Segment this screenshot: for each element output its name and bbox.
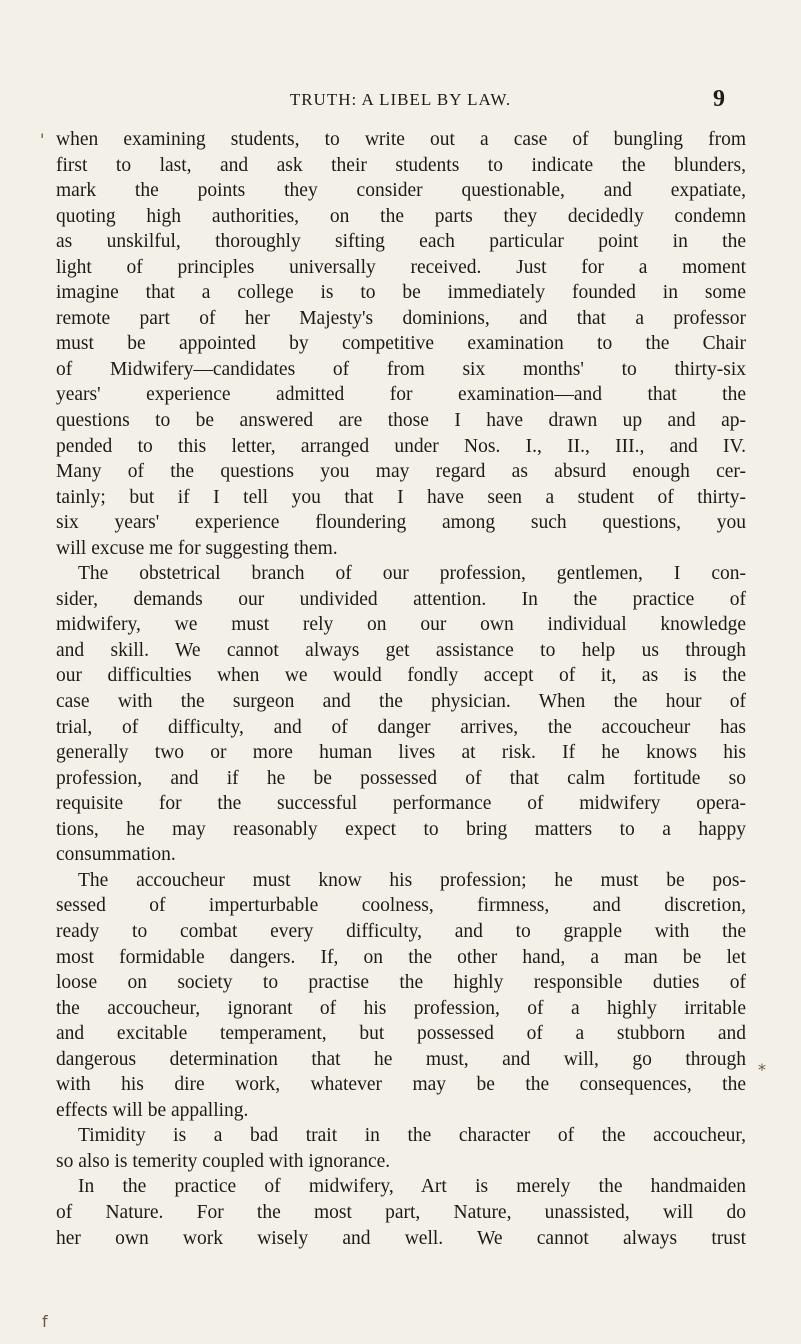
- text-line: The accoucheur must know his profession; he must be pos-: [78, 869, 746, 891]
- text-line: and excitable temperament, but possessed of a stubborn and: [56, 1023, 746, 1045]
- text-line: case with the surgeon and the physician. When the hour of: [56, 691, 746, 713]
- text-line: profession, and if he be possessed of that calm fortitude so: [56, 767, 746, 789]
- text-line: quoting high authorities, on the parts they decidedly condemn: [56, 205, 746, 227]
- text-line: ready to combat every difficulty, and to grapple with the: [56, 920, 746, 942]
- text-line: sider, demands our undivided attention. In the practice of: [56, 588, 746, 610]
- text-line: and skill. We cannot always get assistance to help us through: [56, 639, 746, 661]
- text-line: midwifery, we must rely on our own individual knowledge: [56, 614, 746, 636]
- text-line: of Midwifery—candidates of from six months' to thirty-six: [56, 358, 746, 380]
- text-line: trial, of difficulty, and of danger arrives, the accoucheur has: [56, 716, 746, 738]
- text-line: as unskilful, thoroughly sifting each particular point in the: [56, 231, 746, 253]
- margin-mark: f: [42, 1312, 48, 1331]
- text-line: so also is temerity coupled with ignorance.: [56, 1150, 391, 1172]
- text-line: remote part of her Majesty's dominions, and that a professor: [56, 307, 746, 329]
- text-line: pended to this letter, arranged under Nos. I., II., III., and IV.: [56, 435, 746, 457]
- running-title: TRUTH: A LIBEL BY LAW.: [289, 90, 512, 109]
- text-line: In the practice of midwifery, Art is merely the handmaiden: [78, 1176, 746, 1198]
- text-line: when examining students, to write out a case of bungling from: [56, 129, 746, 150]
- text-line: our difficulties when we would fondly accept of it, as is the: [56, 665, 746, 687]
- text-line: consummation.: [56, 844, 176, 866]
- text-line: most formidable dangers. If, on the other hand, a man be let: [56, 946, 746, 968]
- text-line: years' experience admitted for examination—and that the: [56, 384, 746, 406]
- text-line: effects will be appalling.: [56, 1099, 249, 1121]
- running-head: [0, 86, 801, 116]
- text-line: generally two or more human lives at risk. If he knows his: [56, 742, 746, 764]
- text-line: first to last, and ask their students to indicate the blunders,: [56, 154, 746, 176]
- text-line: of Nature. For the most part, Nature, unassisted, will do: [56, 1201, 746, 1223]
- body-text: [56, 127, 746, 1251]
- text-line: light of principles universally received. Just for a moment: [56, 256, 746, 278]
- text-line: dangerous determination that he must, and will, go through: [56, 1048, 746, 1070]
- text-line: will excuse me for suggesting them.: [56, 537, 338, 559]
- text-line: mark the points they consider questionable, and expatiate,: [56, 180, 746, 202]
- text-line: tainly; but if I tell you that I have seen a student of thirty-: [56, 486, 746, 508]
- text-line: imagine that a college is to be immediately founded in some: [56, 282, 746, 304]
- text-line: tions, he may reasonably expect to bring matters to a happy: [56, 818, 746, 840]
- margin-mark: *: [758, 1060, 766, 1079]
- text-line: her own work wisely and well. We cannot always trust: [56, 1227, 746, 1249]
- text-line: requisite for the successful performance of midwifery opera-: [56, 793, 746, 815]
- text-line: sessed of imperturbable coolness, firmness, and discretion,: [56, 895, 746, 917]
- text-line: six years' experience floundering among such questions, you: [56, 512, 746, 534]
- margin-mark: ': [40, 130, 45, 149]
- text-line: Timidity is a bad trait in the character of the accoucheur,: [78, 1125, 746, 1147]
- text-line: questions to be answered are those I have drawn up and ap-: [56, 410, 746, 432]
- text-line: the accoucheur, ignorant of his profession, of a highly irritable: [56, 997, 746, 1019]
- page-number: 9: [713, 86, 725, 112]
- text-line: loose on society to practise the highly responsible duties of: [56, 972, 746, 994]
- text-line: with his dire work, whatever may be the consequences, the: [56, 1074, 746, 1096]
- text-line: must be appointed by competitive examination to the Chair: [56, 333, 746, 355]
- text-line: The obstetrical branch of our profession, gentlemen, I con-: [78, 563, 746, 585]
- text-line: Many of the questions you may regard as absurd enough cer-: [56, 461, 746, 483]
